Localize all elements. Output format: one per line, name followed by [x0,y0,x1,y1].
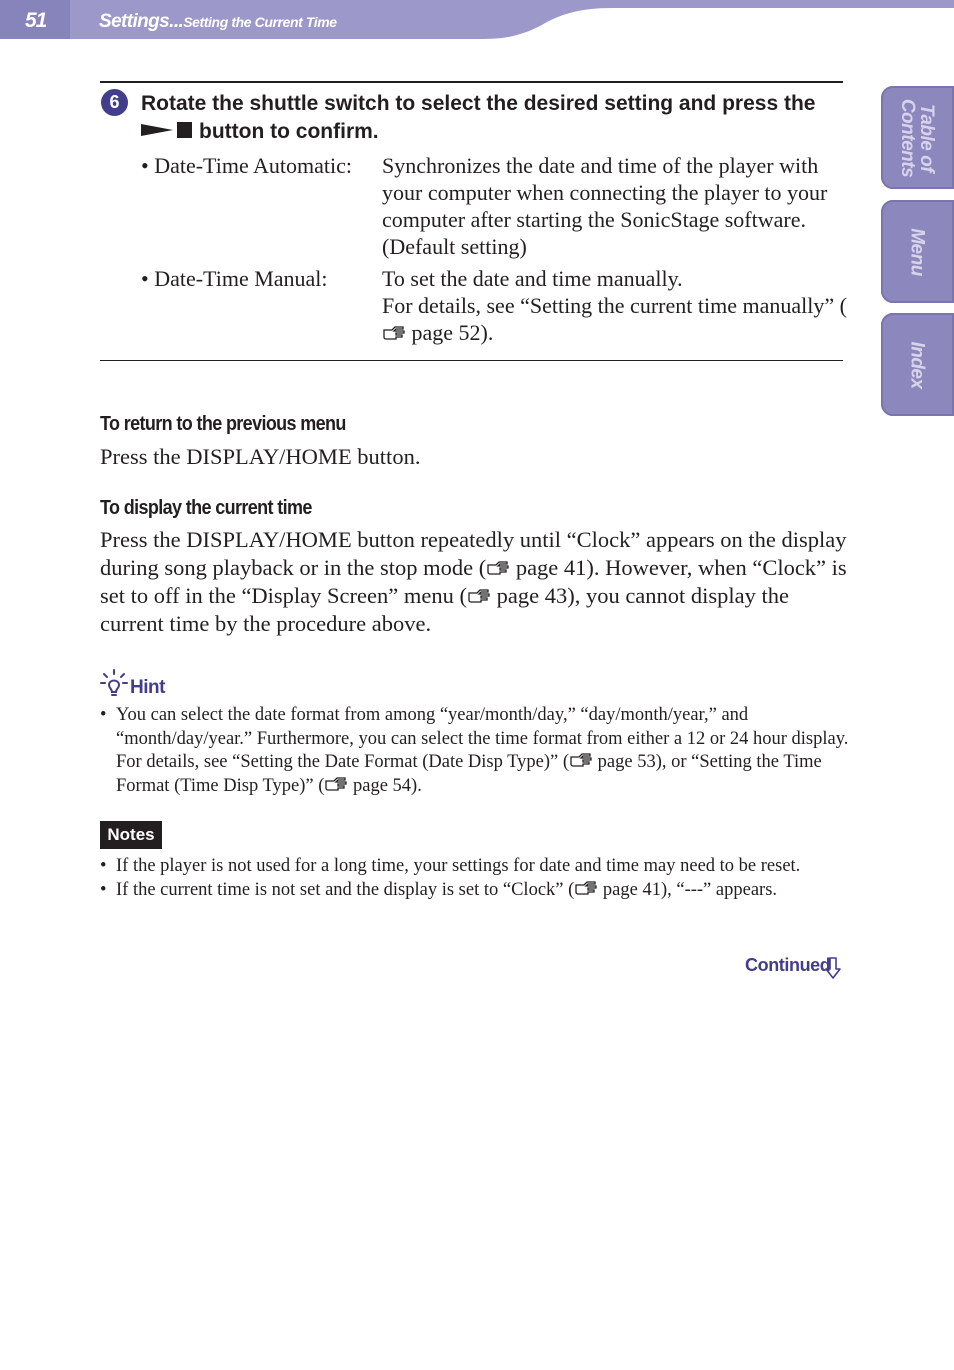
bullet-dot: • [100,856,107,876]
note-text-1: If the player is not used for a long time, your settings for date and time may need to be reset. [116,856,801,876]
play-stop-icon [141,119,193,147]
hint-list [100,704,850,798]
step-title-line2-wrap [141,118,851,147]
step-title-line1: Rotate the shuttle switch to select the desired setting and press the [141,92,816,115]
bullet-dot: • [100,879,107,900]
display-text-c: page 43), you cannot display the current time by the procedure above. [100,583,790,636]
option-desc-automatic: Synchronizes the date and time of the player with your computer when connecting the player to your computer after starting the SonicStage software. (Default setting) [382,153,828,259]
page-ref-icon[interactable] [574,880,598,896]
manual-ref-text-b: page 52). [406,320,494,345]
breadcrumb [99,11,337,33]
continued-label: Continued [745,955,831,975]
notes-list [100,855,850,902]
hint-item [100,704,850,798]
tab-menu[interactable] [881,200,954,303]
page-ref-icon[interactable] [569,752,593,768]
tab-label-table-of-contents: Table of Contents [897,98,937,177]
manual-ref-text-a: For details, see “Setting the current time manually” ( [382,293,847,318]
note-item [100,855,850,879]
step-bottom-rule [100,360,843,361]
page-header [0,0,954,40]
page-ref-icon[interactable] [486,560,510,576]
option-label-automatic: • Date-Time Automatic: [141,153,352,178]
tab-label-index: Index [906,340,928,389]
continued-link[interactable] [745,955,830,976]
return-heading: To return to the previous menu [100,413,346,435]
option-desc-manual-line2 [382,292,852,346]
option-label-manual: • Date-Time Manual: [141,266,328,291]
display-text-b: page 41). However, when “Clock” is set to off in the “Display Screen” menu ( [100,555,847,608]
breadcrumb-section: Settings... [99,11,184,32]
option-desc-manual [382,265,852,346]
page-ref-icon[interactable] [324,776,348,792]
tab-label-menu: Menu [906,227,928,276]
tab-index[interactable] [881,313,954,416]
hint-title: Hint [130,677,165,698]
page-ref-icon[interactable] [382,325,406,341]
note-item [100,879,850,903]
step-number-badge: 6 [101,89,128,116]
step-title [141,90,851,147]
bullet-dot: • [100,705,107,725]
display-text-a: Press the DISPLAY/HOME button repeatedly until “Clock” appears on the display during song playback or in the stop mode ( [100,527,847,580]
hint-text-a: You can select the date format from among “year/month/day,” “day/month/year,” and “month/day/year.” Furthermore, you can select the time format from either a 12 or 24 hour display. For details, see “Setting the Date Format (Date Disp Type)” ( [116,705,849,772]
display-heading: To display the current time [100,497,312,519]
hint-text-c: page 54). [348,775,422,796]
step-title-line2: button to confirm. [199,120,379,143]
tab-table-of-contents[interactable] [881,86,954,189]
display-text [100,526,850,638]
page-ref-icon[interactable] [467,588,491,604]
return-text: Press the DISPLAY/HOME button. [100,444,421,469]
note-text-2a: If the current time is not set and the display is set to “Clock” ( [116,879,575,900]
note-text-2b: page 41), “---” appears. [598,879,778,900]
notes-heading: Notes [100,821,162,849]
hint-text-b: page 53), or “Setting the Time Format (Time Disp Type)” ( [116,752,822,796]
step-top-rule [100,81,843,83]
lightbulb-icon [100,669,128,699]
arrow-down-icon [825,957,841,979]
breadcrumb-subsection: Setting the Current Time [183,14,337,30]
option-desc-manual-line1: To set the date and time manually. [382,266,683,291]
page-number: 51 [25,9,47,32]
